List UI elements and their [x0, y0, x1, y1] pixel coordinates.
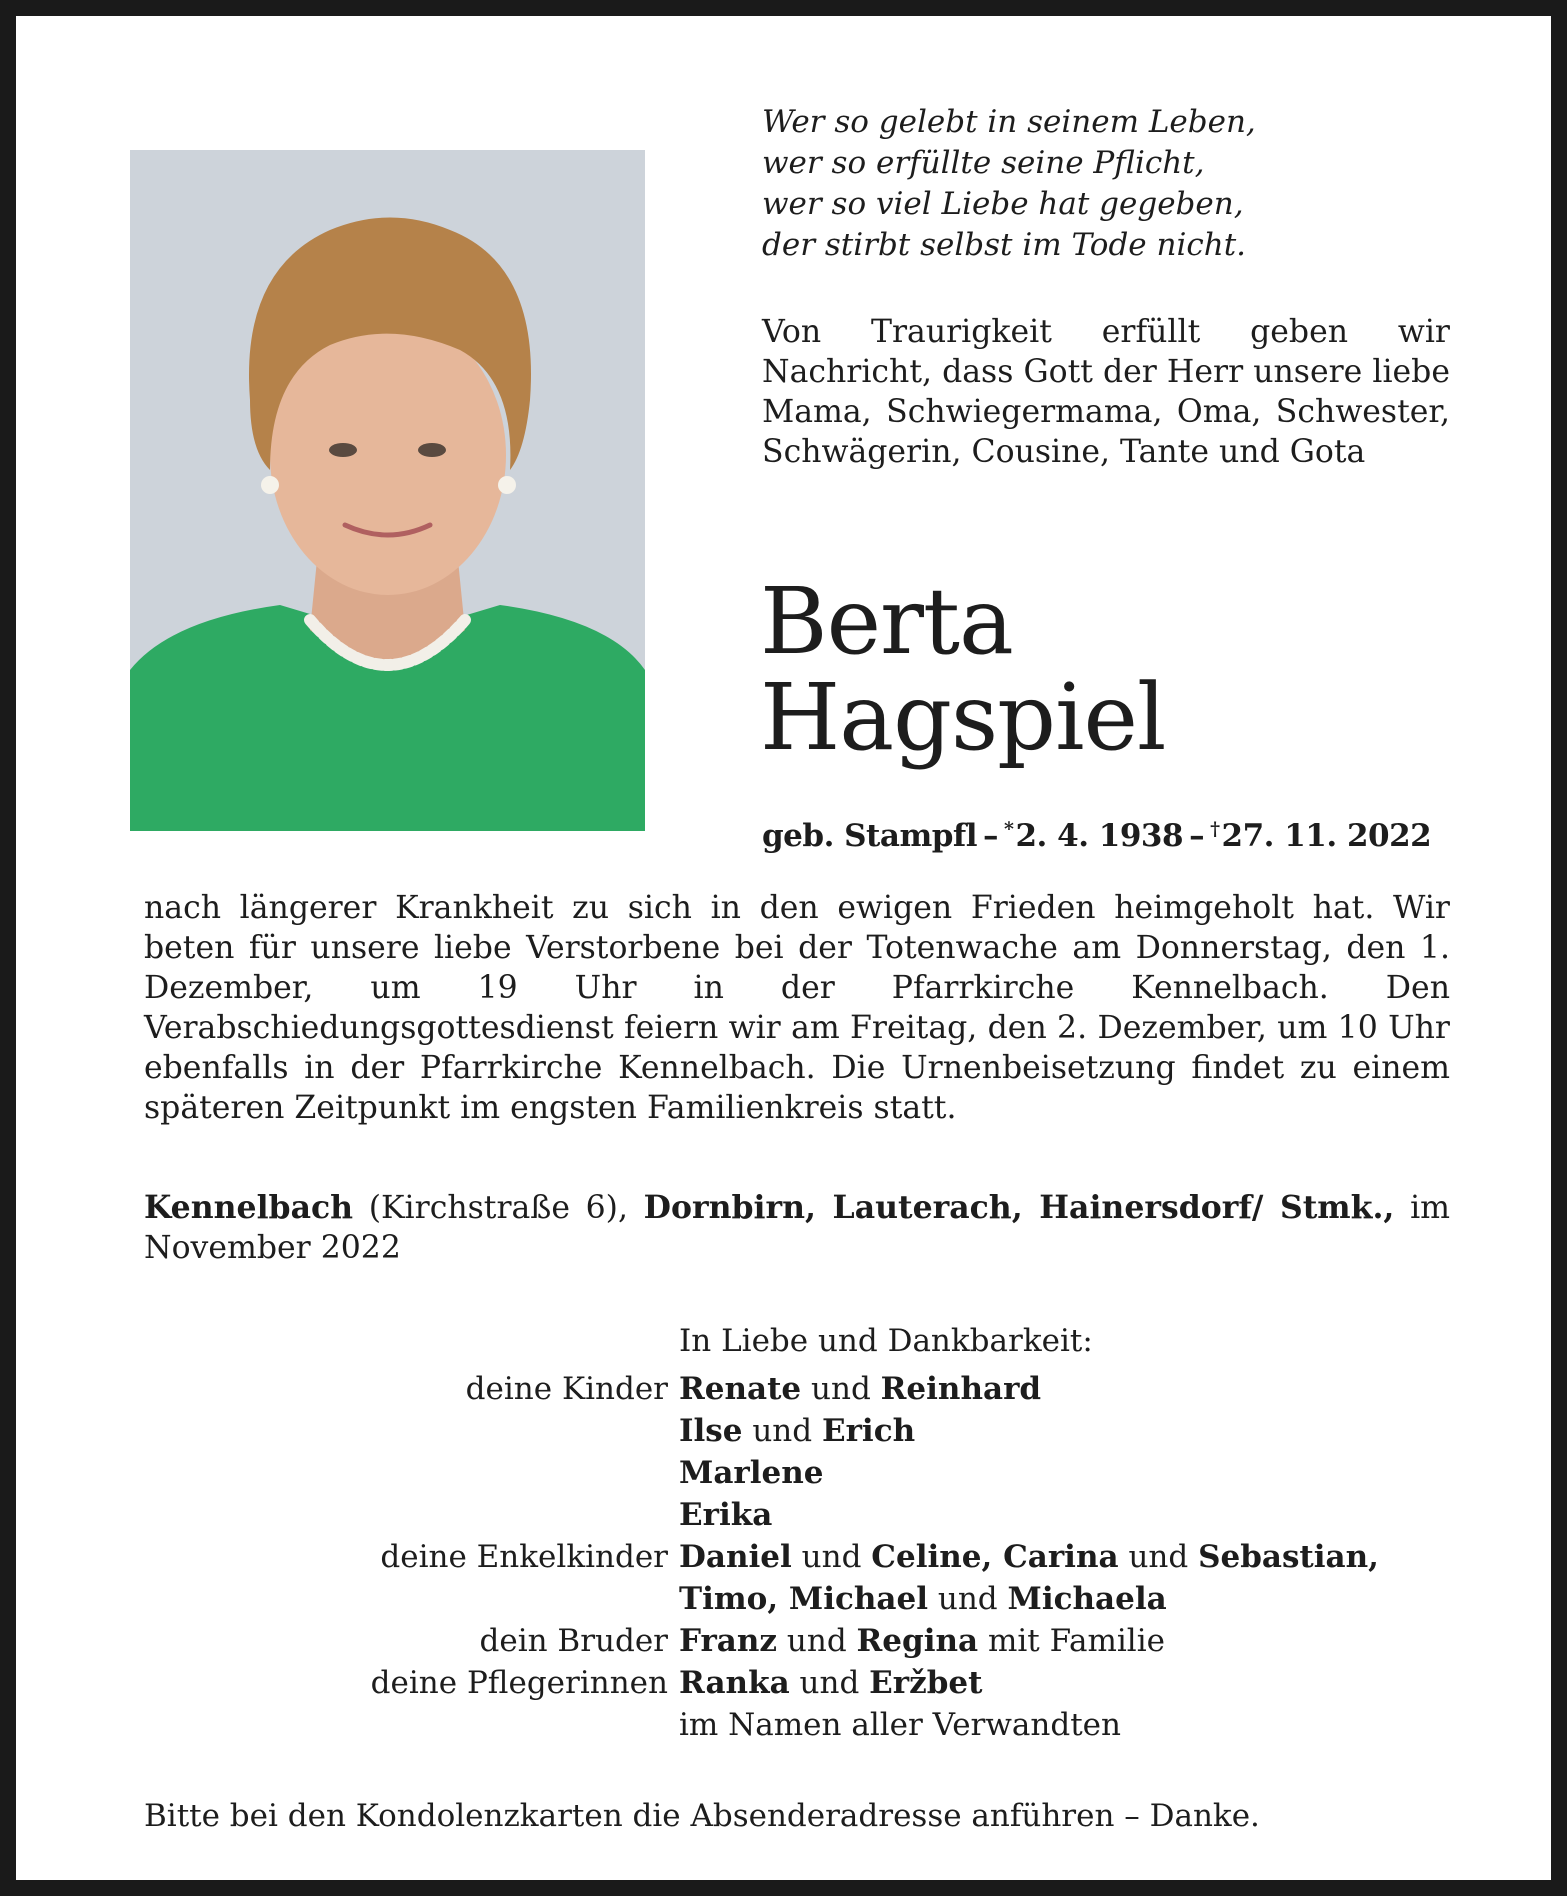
- portrait-photo: [130, 150, 645, 831]
- signatures: [16, 1368, 1567, 1746]
- died-symbol: †: [1210, 818, 1220, 840]
- intro-paragraph: Von Traurigkeit erfüllt geben wir Nachricht, dass Gott der Herr unsere liebe Mama, Schwiegermama, Oma, Schwester, Schwägerin, Cousine, Tante und Gota: [762, 314, 1450, 470]
- person-name: Michaela: [1007, 1581, 1167, 1617]
- first-name: Berta: [760, 568, 1013, 675]
- footer-note: Bitte bei den Kondolenzkarten die Absenderadresse anführen – Danke.: [144, 1798, 1260, 1834]
- signature-names: [679, 1494, 772, 1536]
- place-date: im November 2022: [144, 1190, 1451, 1266]
- signature-row: [16, 1494, 1567, 1536]
- signature-row: [16, 1452, 1567, 1494]
- conjunction: und: [1128, 1539, 1189, 1575]
- person-name: Daniel: [679, 1539, 792, 1575]
- signature-row: [16, 1704, 1567, 1746]
- signature-label: dein Bruder: [479, 1623, 668, 1659]
- signature-names: [679, 1368, 1041, 1410]
- signature-row: [16, 1662, 1567, 1704]
- signature-names: [679, 1620, 1165, 1662]
- signature-row: [16, 1536, 1567, 1578]
- dash: –: [983, 818, 999, 854]
- poem: [762, 102, 1462, 266]
- other-places: Dornbirn, Lauterach, Hainersdorf/ Stmk.,: [643, 1189, 1395, 1226]
- dash: –: [1189, 818, 1205, 854]
- conjunction: und: [937, 1581, 998, 1617]
- died-date: 27. 11. 2022: [1221, 818, 1432, 854]
- person-name: Renate: [679, 1371, 802, 1407]
- poem-line: Wer so gelebt in seinem Leben,: [762, 104, 1256, 140]
- suffix: mit Familie: [987, 1623, 1165, 1659]
- signature-label: deine Kinder: [465, 1371, 668, 1407]
- body-paragraph: nach längerer Krankheit zu sich in den ewigen Frieden heimgeholt hat. Wir beten für unsere liebe Verstorbene bei der Totenwache am Donnerstag, den 1. Dezember, um 19 Uhr in der Pfarrkirche Kennelbach. Den Verabschiedungsgottesdienst feiern wir am Freitag, den 2. Dezember, um 10 Uhr ebenfalls in der Pfarrkirche Kennelbach. Die Urnenbeisetzung findet zu einem späteren Zeitpunkt im engsten Familienkreis statt.: [144, 890, 1450, 1126]
- signature-row: [16, 1368, 1567, 1410]
- signature-names: [679, 1536, 1379, 1578]
- address: (Kirchstraße 6),: [368, 1190, 628, 1226]
- conjunction: und: [799, 1665, 860, 1701]
- conjunction: und: [801, 1539, 862, 1575]
- born-date: 2. 4. 1938: [1015, 818, 1184, 854]
- signature-row: [16, 1578, 1567, 1620]
- places-line: [144, 1188, 1450, 1268]
- conjunction: und: [752, 1413, 813, 1449]
- person-name: Marlene: [679, 1455, 824, 1491]
- person-name: Sebastian,: [1198, 1539, 1379, 1575]
- deceased-name: [760, 568, 1460, 771]
- poem-line: wer so erfüllte seine Pflicht,: [762, 145, 1205, 181]
- person-name: Eržbet: [869, 1665, 983, 1701]
- born-symbol: *: [1004, 818, 1014, 840]
- conjunction: und: [811, 1371, 871, 1407]
- signature-names: [679, 1410, 915, 1452]
- signature-names: [679, 1662, 982, 1704]
- person-name: Erich: [821, 1413, 916, 1449]
- poem-line: der stirbt selbst im Tode nicht.: [762, 227, 1247, 263]
- person-name: Timo, Michael: [679, 1581, 928, 1617]
- poem-line: wer so viel Liebe hat gegeben,: [762, 186, 1244, 222]
- person-name: Ranka: [679, 1665, 790, 1701]
- town: Kennelbach: [144, 1189, 354, 1226]
- signature-names: [679, 1452, 824, 1494]
- conjunction: und: [786, 1623, 847, 1659]
- life-dates: [762, 809, 1462, 856]
- person-name: Celine, Carina: [871, 1539, 1119, 1575]
- last-name: Hagspiel: [760, 664, 1166, 771]
- portrait-illustration: [130, 150, 645, 831]
- relatives-line: im Namen aller Verwandten: [679, 1707, 1121, 1743]
- signature-row: [16, 1410, 1567, 1452]
- person-name: Franz: [679, 1623, 778, 1659]
- birth-name: geb. Stampfl: [762, 818, 978, 854]
- thanks-line: In Liebe und Dankbarkeit:: [679, 1323, 1093, 1359]
- signature-names: [679, 1578, 1167, 1620]
- person-name: Reinhard: [880, 1371, 1042, 1407]
- person-name: Erika: [679, 1497, 773, 1533]
- person-name: Regina: [856, 1623, 979, 1659]
- signature-label: deine Enkelkinder: [380, 1539, 668, 1575]
- signature-label: deine Pflegerinnen: [370, 1665, 668, 1701]
- signature-row: [16, 1620, 1567, 1662]
- person-name: Ilse: [679, 1413, 743, 1449]
